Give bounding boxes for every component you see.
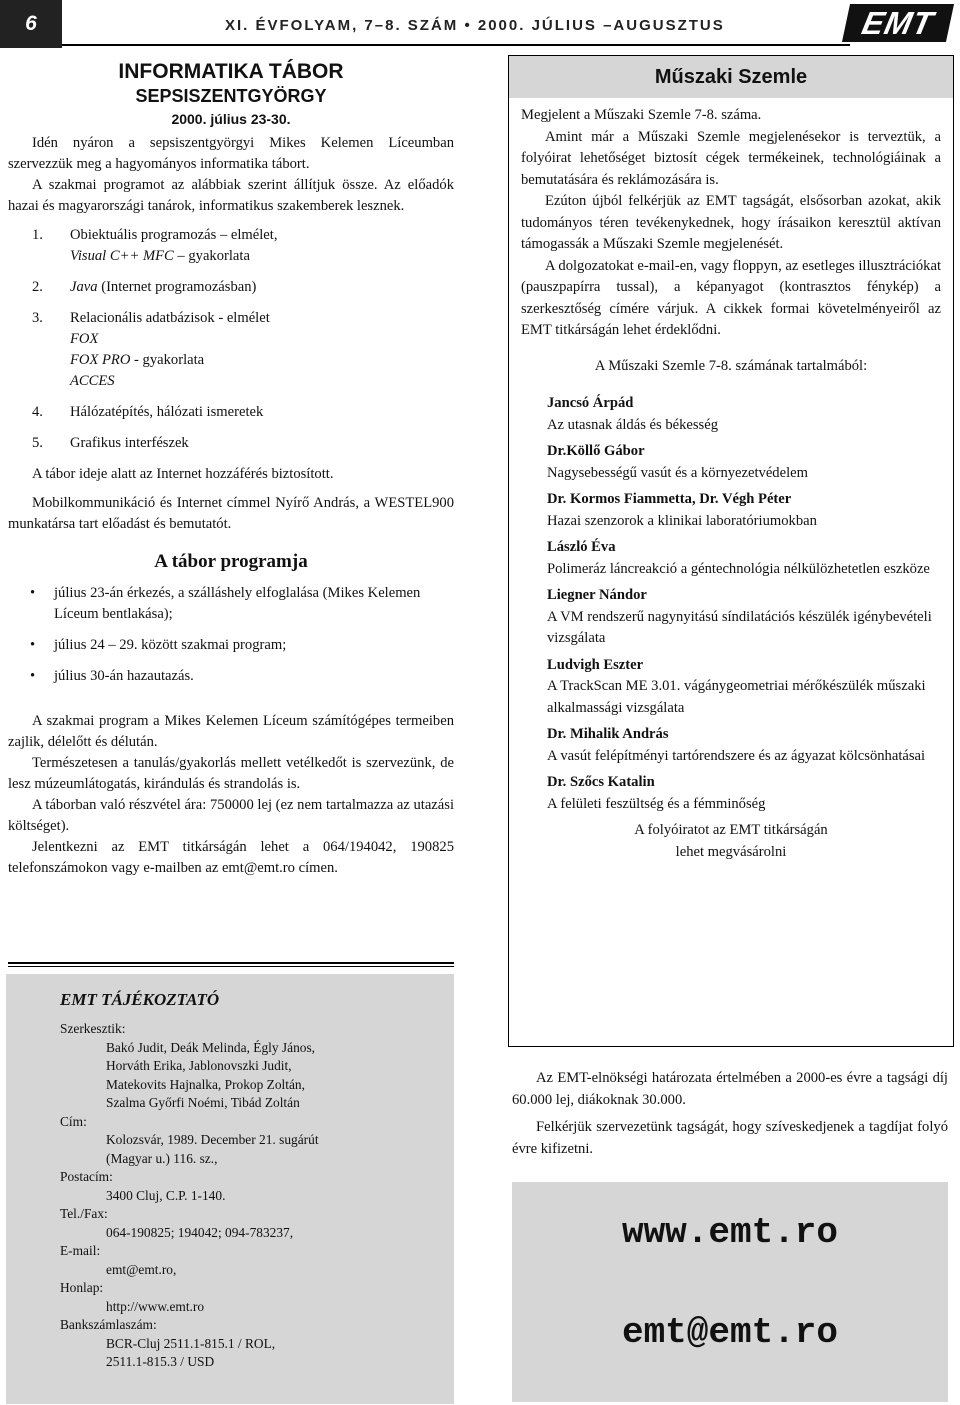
internet-note: A tábor ideje alatt az Internet hozzáférés biztosított. bbox=[32, 466, 334, 482]
szemle-body bbox=[521, 105, 941, 863]
issue-line: XI. ÉVFOLYAM, 7–8. SZÁM • 2000. JÚLIUS –AUGUSZTUS bbox=[225, 17, 725, 34]
contents-list bbox=[547, 393, 941, 815]
camp-title: INFORMATIKA TÁBOR bbox=[118, 60, 344, 83]
mobil-note: Mobilkommunikáció és Internet címmel Nyírő András, a WESTEL900 munkatársa tart előadást és bemutatót. bbox=[8, 495, 454, 532]
emt-logo: EMT bbox=[842, 4, 954, 42]
camp-intro-2: A szakmai programot az alábbiak szerint állítjuk össze. Az előadók hazai és magyarországi tanárok, informatikus szakemberek lesznek. bbox=[8, 177, 454, 214]
paragraph-price: A táborban való részvétel ára: 750000 lej (ez nem tartalmazza az utazási költséget). bbox=[8, 797, 454, 834]
info-title: EMT TÁJÉKOZTATÓ bbox=[60, 990, 220, 1009]
contents-item: Liegner Nándor A VM rendszerű nagynyitású síndilatációs készülék igénybevételi vizsgálata bbox=[547, 587, 932, 646]
contents-item: Dr. Szőcs Katalin A felületi feszültség és a fémminőség bbox=[547, 774, 766, 812]
web-contact-box bbox=[512, 1182, 948, 1402]
membership-fee: Az EMT-elnökségi határozata értelmében a 2000-es évre a tagsági díj 60.000 lej, diákoknak 30.000. bbox=[512, 1070, 948, 1108]
address-line: Kolozsvár, 1989. December 21. sugárút bbox=[106, 1132, 319, 1147]
contents-item: Dr. Mihalik András A vasút felépítményi tartórendszere és az ágyazat kölcsönhatásai bbox=[547, 726, 926, 764]
paragraph-activities: Természetesen a tanulás/gyakorlás mellett vetélkedőt is szervezünk, de lesz múzeumlátogatás, kirándulás és strandolás is. bbox=[8, 755, 454, 792]
program-list bbox=[30, 583, 454, 687]
editors-line: Szalma Győrfi Noémi, Tibád Zoltán bbox=[106, 1095, 300, 1110]
topic-list bbox=[32, 225, 454, 454]
contents-item: Dr.Köllő Gábor Nagysebességű vasút és a környezetvédelem bbox=[547, 443, 808, 481]
editors-label: Szerkesztik: bbox=[60, 1021, 126, 1036]
bank-line: 2511.1-815.3 / USD bbox=[106, 1354, 215, 1369]
postal-address: 3400 Cluj, C.P. 1-140. bbox=[106, 1187, 226, 1203]
header-rule bbox=[62, 44, 850, 46]
szemle-p1: Amint már a Műszaki Szemle megjelenésekor is terveztük, a folyóirat lehetőséget biztosít cégek termékeinek, technológiáinak a bemutatására és reklámozására is. bbox=[521, 128, 941, 188]
homepage-label: Honlap: bbox=[60, 1280, 104, 1295]
contents-item: Dr. Kormos Fiammetta, Dr. Végh Péter Hazai szenzorok a klinikai laboratóriumokban bbox=[547, 491, 817, 529]
page-number: 6 bbox=[0, 0, 62, 48]
email-label: E-mail: bbox=[60, 1243, 101, 1258]
program-item: • július 30-án hazautazás. bbox=[30, 668, 194, 684]
topic-item: 2. Java (Internet programozásban) bbox=[32, 279, 257, 295]
phone-numbers: 064-190825; 194042; 094-783237, bbox=[106, 1224, 294, 1240]
emt-info-box bbox=[6, 974, 454, 1404]
topic-item: 5. Grafikus interfészek bbox=[32, 435, 189, 451]
contents-item: Ludvigh Eszter A TrackScan ME 3.01. vágánygeometriai mérőkészülék műszaki alkalmassági vizsgálata bbox=[547, 656, 926, 716]
szemle-title: Műszaki Szemle bbox=[509, 56, 953, 98]
email-contact[interactable]: emt@emt.ro bbox=[621, 1312, 839, 1353]
contents-title: A Műszaki Szemle 7-8. számának tartalmából: bbox=[594, 357, 868, 374]
editors-line: Horváth Erika, Jablonovszki Judit, bbox=[106, 1058, 292, 1073]
szemle-p0: Megjelent a Műszaki Szemle 7-8. száma. bbox=[521, 107, 762, 123]
program-item: • július 24 – 29. között szakmai program; bbox=[30, 637, 287, 653]
website-url[interactable]: www.emt.ro bbox=[621, 1212, 839, 1253]
contents-item: László Éva Polimeráz láncreakció a géntechnológia nélkülözhetetlen eszköze bbox=[547, 539, 930, 577]
szemle-p3: A dolgozatokat e-mail-en, vagy floppyn, az esetleges illusztrációkat (pauszpapírra tussal), a képanyagot (kontrasztos fénykép) a szerkesztőség címére várjuk. A cikkek formai követelményeiről az EMT titkárságán lehet érdeklődni. bbox=[521, 257, 941, 338]
membership-note bbox=[512, 1068, 948, 1160]
camp-intro-1: Idén nyáron a sepsiszentgyörgyi Mikes Kelemen Líceumban szervezzük meg a hagyományos informatika tábort. bbox=[8, 135, 454, 172]
membership-request: Felkérjük szervezetünk tagságát, hogy szíveskedjenek a tagdíjat folyó évre kifizetni. bbox=[512, 1119, 948, 1157]
info-body bbox=[60, 1020, 450, 1372]
bank-label: Bankszámlaszám: bbox=[60, 1317, 157, 1332]
phone-label: Tel./Fax: bbox=[60, 1206, 108, 1221]
email-address: emt@emt.ro, bbox=[106, 1261, 177, 1277]
camp-date: 2000. július 23-30. bbox=[171, 111, 291, 127]
topic-item: 3. Relacionális adatbázisok - elmélet FOX FOX PRO - gyakorlata ACCES bbox=[32, 310, 270, 389]
section-divider bbox=[8, 962, 454, 967]
editors-line: Matekovits Hajnalka, Prokop Zoltán, bbox=[106, 1076, 305, 1092]
address-line: (Magyar u.) 116. sz., bbox=[106, 1150, 218, 1166]
purchase-note-2: lehet megvásárolni bbox=[675, 843, 787, 860]
camp-location: SEPSISZENTGYÖRGY bbox=[135, 86, 327, 106]
program-item: • július 23-án érkezés, a szálláshely elfoglalása (Mikes Kelemen Líceum bentlakása); bbox=[30, 585, 421, 622]
camp-article bbox=[8, 58, 454, 879]
address-label: Cím: bbox=[60, 1113, 87, 1129]
homepage-link[interactable]: http://www.emt.ro bbox=[106, 1298, 205, 1314]
topic-item: 4. Hálózatépítés, hálózati ismeretek bbox=[32, 404, 264, 420]
paragraph-registration: Jelentkezni az EMT titkárságán lehet a 064/194042, 190825 telefonszámokon vagy e-mailben az emt@emt.ro címen. bbox=[8, 839, 454, 876]
program-title: A tábor programja bbox=[154, 551, 308, 572]
topic-item: 1. Obiektuális programozás – elmélet, Visual C++ MFC – gyakorlata bbox=[32, 227, 278, 264]
postal-label: Postacím: bbox=[60, 1169, 113, 1184]
editors-line: Bakó Judit, Deák Melinda, Égly János, bbox=[106, 1039, 316, 1055]
bank-line: BCR-Cluj 2511.1-815.1 / ROL, bbox=[106, 1335, 276, 1351]
contents-item: Jancsó Árpád Az utasnak áldás és békesség bbox=[547, 395, 719, 433]
purchase-note-1: A folyóiratot az EMT titkárságán bbox=[634, 822, 828, 838]
paragraph-location: A szakmai program a Mikes Kelemen Líceum számítógépes termeiben zajlik, délelőtt és délután. bbox=[8, 713, 454, 750]
szemle-box bbox=[508, 55, 954, 1047]
szemle-p2: Ezúton újból felkérjük az EMT tagságát, elsősorban azokat, akik tudományos téren tevékenykednek, hogy írásaikon keresztül aktívan támogassák a Műszaki Szemle megjelenését. bbox=[521, 193, 941, 252]
